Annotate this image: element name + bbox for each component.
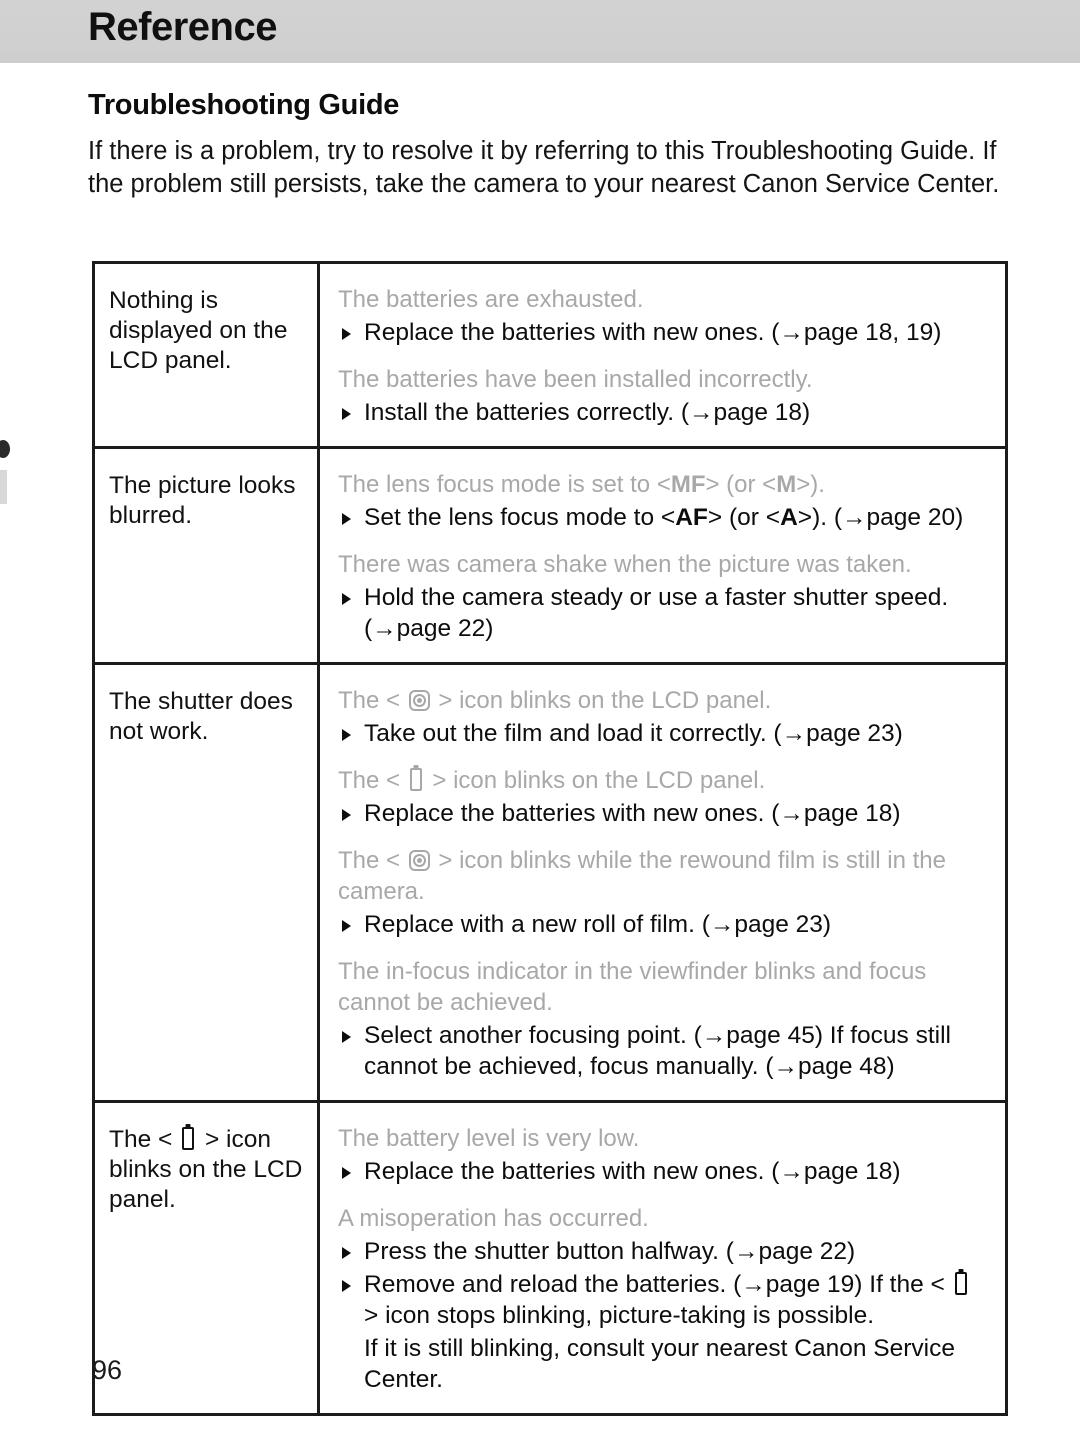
solution-text: Install the batteries correctly. (→page 18) — [338, 397, 991, 428]
troubleshooting-table — [92, 261, 1008, 1416]
symptom-text-pre: The < — [109, 1126, 180, 1153]
section-heading: Troubleshooting Guide — [88, 89, 400, 121]
cause-text-post: >). — [796, 471, 825, 498]
table-row — [95, 449, 1005, 665]
solution-text: Take out the film and load it correctly. (→page 23) — [338, 718, 991, 749]
symptom-text-post: > icon blinks on the LCD panel. — [109, 1126, 303, 1213]
cause-block — [338, 956, 991, 1082]
cause-text: The in-focus indicator in the viewfinder blinks and focus cannot be achieved. — [338, 958, 927, 1016]
solution-text-mid: > (or < — [707, 504, 781, 531]
symptom-cell: The picture looks blurred. — [95, 449, 320, 662]
solution-text-pre: Remove and reload the batteries. (→page 19) If the < — [364, 1271, 952, 1298]
cause-solution-cell — [320, 449, 1005, 662]
solution-text — [338, 1269, 991, 1331]
cause-solution-cell — [320, 264, 1005, 446]
solution-continuation-text: If it is still blinking, consult your nearest Canon Service Center. — [364, 1335, 955, 1393]
symptom-cell: Nothing is displayed on the LCD panel. — [95, 264, 320, 446]
solution-text-post: >). (→page 20) — [797, 504, 964, 531]
page-number: 96 — [92, 1355, 123, 1385]
solution-text: Replace the batteries with new ones. (→page 18, 19) — [338, 317, 991, 348]
solution-text: Replace with a new roll of film. (→page 23) — [338, 909, 991, 940]
cause-text — [338, 469, 991, 500]
cause-block — [338, 845, 991, 940]
symptom-cell — [95, 1103, 320, 1413]
battery-icon — [182, 1127, 194, 1150]
cause-text-post: > icon blinks on the LCD panel. — [431, 687, 772, 714]
table-row — [95, 264, 1005, 449]
cause-text: A misoperation has occurred. — [338, 1205, 649, 1232]
battery-icon — [955, 1272, 967, 1295]
cause-block — [338, 549, 991, 644]
cause-text-pre: The < — [338, 767, 407, 794]
solution-text: Replace the batteries with new ones. (→page 18) — [338, 798, 991, 829]
cause-block — [338, 284, 991, 348]
cause-text-post: > icon blinks while the rewound film is still in the camera. — [338, 847, 946, 905]
focus-mode-af-label: AF — [675, 504, 708, 531]
focus-mode-mf-label: MF — [670, 471, 706, 498]
cause-text: There was camera shake when the picture was taken. — [338, 551, 912, 578]
cause-text — [338, 685, 991, 716]
page-header-title: Reference — [88, 5, 277, 49]
cause-block — [338, 685, 991, 749]
table-row — [95, 665, 1005, 1103]
solution-text-pre: Set the lens focus mode to < — [364, 504, 676, 531]
cause-text — [338, 765, 991, 796]
film-cartridge-icon — [409, 850, 430, 871]
cause-solution-cell — [320, 665, 1005, 1100]
focus-mode-a-label: A — [780, 504, 798, 531]
scan-artifact-hairline — [0, 470, 7, 504]
battery-icon — [410, 768, 422, 791]
symptom-cell: The shutter does not work. — [95, 665, 320, 1100]
cause-text: The batteries are exhausted. — [338, 286, 644, 313]
solution-text: Replace the batteries with new ones. (→page 18) — [338, 1156, 991, 1187]
cause-block — [338, 765, 991, 829]
solution-text: Press the shutter button halfway. (→page 22) — [338, 1236, 991, 1267]
focus-mode-m-label: M — [776, 471, 797, 498]
cause-text-pre: The lens focus mode is set to < — [338, 471, 671, 498]
cause-block — [338, 1203, 991, 1395]
solution-text: Select another focusing point. (→page 45) If focus still cannot be achieved, focus manually. (→page 48) — [338, 1020, 991, 1082]
cause-solution-cell — [320, 1103, 1005, 1413]
cause-text-post: > icon blinks on the LCD panel. — [425, 767, 766, 794]
cause-text — [338, 845, 991, 907]
cause-block — [338, 1123, 991, 1187]
solution-text-post: > icon stops blinking, picture-taking is possible. — [364, 1302, 875, 1329]
solution-text: Hold the camera steady or use a faster shutter speed. (→page 22) — [338, 582, 991, 644]
cause-text-pre: The < — [338, 847, 407, 874]
cause-text-pre: The < — [338, 687, 407, 714]
solution-text — [338, 502, 991, 533]
running-header-band — [0, 0, 1080, 63]
cause-block — [338, 469, 991, 533]
scan-artifact — [0, 440, 10, 458]
cause-block — [338, 364, 991, 428]
film-cartridge-icon — [409, 690, 430, 711]
cause-text-mid: > (or < — [705, 471, 777, 498]
cause-text: The batteries have been installed incorrectly. — [338, 366, 813, 393]
table-row — [95, 1103, 1005, 1413]
cause-text: The battery level is very low. — [338, 1125, 640, 1152]
section-intro-paragraph: If there is a problem, try to resolve it by referring to this Troubleshooting Guide. If the problem still persists, take the camera to your nearest Canon Service Center. — [88, 137, 1000, 198]
